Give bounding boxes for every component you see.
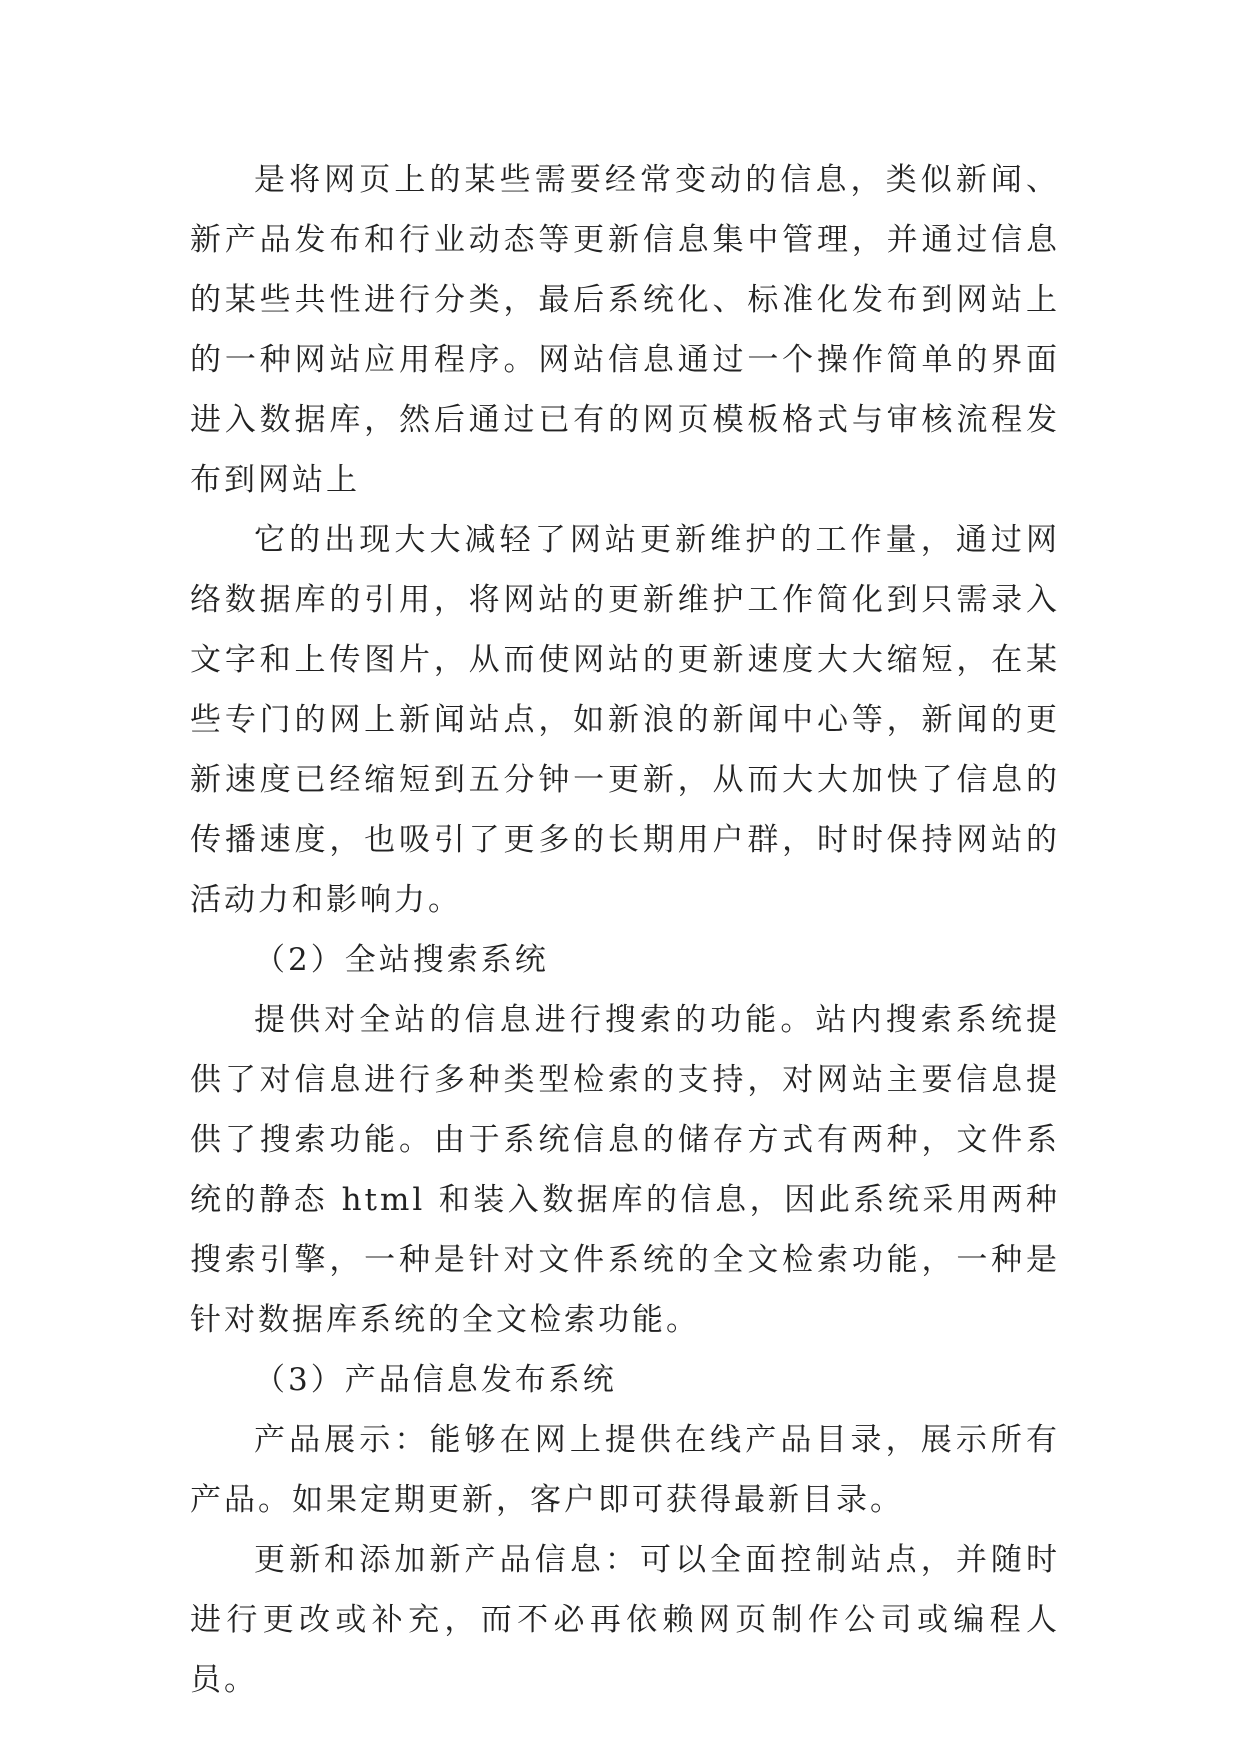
paragraph-product-display: 产品展示：能够在网上提供在线产品目录，展示所有产品。如果定期更新，客户即可获得最新目录。 [190, 1422, 1060, 1518]
paragraph-site-search: 提供对全站的信息进行搜索的功能。站内搜索系统提供了对信息进行多种类型检索的支持，对网站主要信息提供了搜索功能。由于系统信息的储存方式有两种，文件系统的静态 html 和装入数据库的信息，因此系统采用两种搜索引擎，一种是针对文件系统的全文检索功能，一种是针对数据库系统的全文检索功能。 [190, 1002, 1060, 1338]
section-heading-site-search: （2）全站搜索系统 [254, 942, 549, 978]
document-page [190, 150, 1060, 1710]
paragraph-product-update: 更新和添加新产品信息：可以全面控制站点，并随时进行更改或补充，而不必再依赖网页制作公司或编程人员。 [190, 1542, 1060, 1698]
section-heading-product-publishing: （3）产品信息发布系统 [254, 1362, 617, 1398]
paragraph-cms-definition: 是将网页上的某些需要经常变动的信息，类似新闻、新产品发布和行业动态等更新信息集中管理，并通过信息的某些共性进行分类，最后系统化、标准化发布到网站上的一种网站应用程序。网站信息通过一个操作简单的界面进入数据库，然后通过已有的网页模板格式与审核流程发布到网站上 [190, 162, 1060, 498]
paragraph-cms-benefits: 它的出现大大减轻了网站更新维护的工作量，通过网络数据库的引用，将网站的更新维护工作简化到只需录入文字和上传图片，从而使网站的更新速度大大缩短，在某些专门的网上新闻站点，如新浪的新闻中心等，新闻的更新速度已经缩短到五分钟一更新，从而大大加快了信息的传播速度，也吸引了更多的长期用户群，时时保持网站的活动力和影响力。 [190, 522, 1060, 918]
